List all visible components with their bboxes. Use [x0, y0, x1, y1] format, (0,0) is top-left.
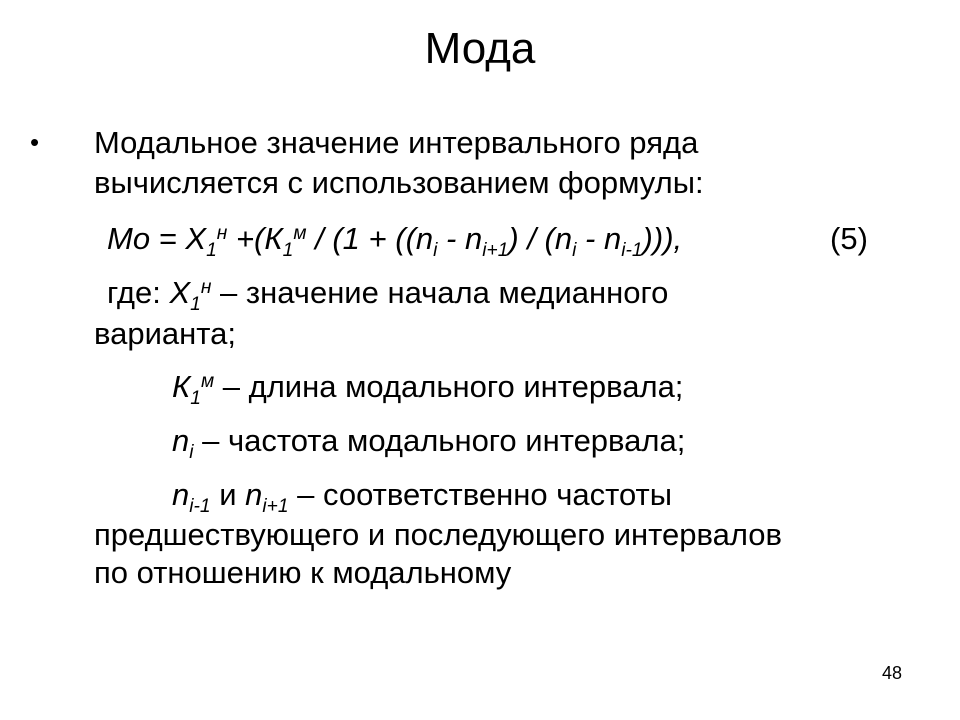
- formula-ni-sub: i: [433, 239, 438, 261]
- formula-ni-sub-2: i: [572, 239, 577, 261]
- where-text-1: – значение начала медианного: [211, 275, 669, 310]
- k-sub: 1: [190, 387, 201, 409]
- ni-definition-text: – частота модального интервала;: [193, 423, 686, 458]
- ni-symbol: n: [172, 423, 190, 458]
- where-x: Х: [169, 275, 191, 310]
- formula-mo: Мо = Х: [107, 221, 207, 256]
- ni-sub: i: [189, 441, 194, 463]
- where-line-1: [107, 274, 669, 315]
- mode-formula: [107, 220, 683, 261]
- where-x-sup: н: [200, 277, 212, 299]
- formula-part-3: ) / (n: [508, 221, 573, 256]
- formula-part-2: - n: [437, 221, 483, 256]
- formula-part-1: / (1 + ((n: [306, 221, 434, 256]
- intro-line-2: вычисляется с использованием формулы:: [94, 165, 704, 200]
- page-number: 48: [881, 663, 902, 683]
- k-symbol: К: [172, 369, 191, 404]
- and-word: и: [210, 477, 246, 512]
- formula-x-sup: н: [216, 223, 228, 245]
- k-sup: м: [200, 371, 215, 393]
- formula-nim1-sub: i-1: [621, 239, 643, 261]
- formula-k-sub: 1: [282, 239, 294, 261]
- where-prefix: где:: [107, 275, 170, 310]
- slide-title: Мода: [424, 24, 536, 73]
- n-prev-sub: i-1: [189, 495, 211, 517]
- n-prev-symbol: n: [172, 477, 190, 512]
- where-x-sub: 1: [190, 293, 201, 315]
- formula-part-4: - n: [576, 221, 622, 256]
- k-definition: [172, 368, 684, 409]
- neighbors-definition-line-2: предшествующего и последующего интервалов: [94, 517, 782, 552]
- where-line-2: варианта;: [94, 316, 236, 351]
- intro-line-1: Модальное значение интервального ряда: [94, 125, 699, 160]
- ni-definition: [172, 422, 686, 463]
- formula-number: (5): [830, 221, 868, 256]
- k-definition-text: – длина модального интервала;: [214, 369, 684, 404]
- neighbors-definition-line-1: [172, 476, 672, 517]
- formula-plus-k: +(К: [227, 221, 283, 256]
- formula-k-sup: м: [293, 223, 307, 245]
- bullet-point: •: [30, 127, 40, 157]
- neighbors-text-1: – соответственно частоты: [288, 477, 672, 512]
- formula-part-5: ))),: [642, 221, 683, 256]
- neighbors-definition-line-3: по отношению к модальному: [94, 555, 512, 590]
- formula-ni1-sub: i+1: [482, 239, 509, 261]
- n-next-symbol: n: [245, 477, 263, 512]
- n-next-sub: i+1: [262, 495, 289, 517]
- formula-x-sub: 1: [206, 239, 217, 261]
